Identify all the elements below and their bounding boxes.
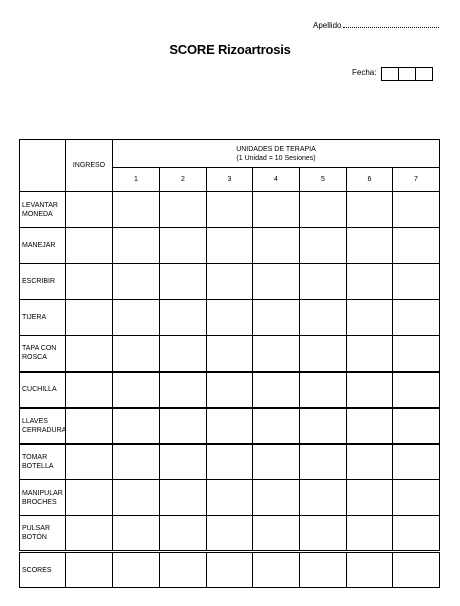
score-cell[interactable]	[113, 408, 160, 444]
score-cell[interactable]	[347, 444, 393, 480]
score-cell[interactable]	[160, 300, 207, 336]
score-cell[interactable]	[300, 228, 347, 264]
apellido-dotted-line[interactable]	[343, 20, 439, 28]
score-cell[interactable]	[393, 300, 440, 336]
score-cell[interactable]	[300, 408, 347, 444]
table-row	[20, 300, 440, 336]
header-row	[20, 140, 440, 168]
score-cell[interactable]	[160, 264, 207, 300]
score-cell[interactable]	[347, 228, 393, 264]
row-label	[20, 516, 66, 552]
row-label-line: LEVANTAR	[22, 201, 58, 209]
table-row	[20, 192, 440, 228]
score-cell[interactable]	[113, 300, 160, 336]
fecha-box[interactable]	[381, 67, 399, 81]
score-cell[interactable]	[113, 552, 160, 588]
ingreso-cell[interactable]	[66, 444, 113, 480]
score-cell[interactable]	[253, 300, 300, 336]
score-cell[interactable]	[160, 372, 207, 408]
score-cell[interactable]	[207, 408, 253, 444]
row-label-line: TOMAR	[22, 453, 48, 461]
score-cell[interactable]	[160, 228, 207, 264]
table-row	[20, 228, 440, 264]
ingreso-cell[interactable]	[66, 228, 113, 264]
unidades-header	[113, 140, 440, 168]
score-cell[interactable]	[160, 480, 207, 516]
row-label-line: BOTÓN	[22, 534, 47, 541]
row-label-line: PULSAR	[22, 525, 51, 532]
score-cell[interactable]	[113, 444, 160, 480]
score-cell[interactable]	[253, 372, 300, 408]
column-number: 5	[300, 168, 347, 192]
score-cell[interactable]	[207, 228, 253, 264]
row-label-line: LLAVES	[22, 417, 48, 425]
fecha-label: Fecha:	[352, 68, 377, 77]
score-cell[interactable]	[253, 408, 300, 444]
row-label	[20, 408, 66, 444]
score-cell[interactable]	[300, 444, 347, 480]
score-cell[interactable]	[347, 516, 393, 552]
score-cell[interactable]	[300, 264, 347, 300]
row-label-line: MONEDA	[22, 210, 53, 218]
score-cell[interactable]	[253, 228, 300, 264]
row-label-line: ROSCA	[22, 354, 47, 362]
score-cell[interactable]	[207, 552, 253, 588]
score-cell[interactable]	[253, 552, 300, 588]
table-row	[20, 264, 440, 300]
score-cell[interactable]	[113, 264, 160, 300]
row-label	[20, 300, 66, 336]
unidades-title: UNIDADES DE TERAPIA	[236, 145, 316, 153]
fecha-box[interactable]	[415, 67, 433, 81]
score-cell[interactable]	[253, 336, 300, 372]
column-number: 1	[113, 168, 160, 192]
score-cell[interactable]	[300, 192, 347, 228]
row-label-line: MANIPULAR	[22, 489, 63, 497]
score-cell[interactable]	[393, 192, 440, 228]
row-label-line: BROCHES	[22, 498, 57, 506]
score-cell[interactable]	[347, 552, 393, 588]
ingreso-cell[interactable]	[66, 300, 113, 336]
page-title: SCORE Rizoartrosis	[169, 42, 291, 57]
column-number: 2	[160, 168, 207, 192]
unidades-subtitle: (1 Unidad = 10 Sesiones)	[236, 154, 316, 162]
score-cell[interactable]	[253, 516, 300, 552]
row-label	[20, 372, 66, 408]
row-label-line: BOTELLA	[22, 462, 54, 470]
score-cell[interactable]	[207, 300, 253, 336]
score-cell[interactable]	[160, 336, 207, 372]
score-cell[interactable]	[300, 372, 347, 408]
score-cell[interactable]	[207, 480, 253, 516]
score-cell[interactable]	[207, 336, 253, 372]
score-cell[interactable]	[347, 192, 393, 228]
score-cell[interactable]	[347, 264, 393, 300]
row-label-line: MANEJAR	[22, 242, 56, 249]
score-cell[interactable]	[160, 408, 207, 444]
row-label-line: CUCHILLA	[22, 386, 57, 393]
ingreso-header: INGRESO	[66, 140, 113, 192]
score-cell[interactable]	[207, 192, 253, 228]
score-cell[interactable]	[160, 552, 207, 588]
row-label	[20, 192, 66, 228]
row-label	[20, 264, 66, 300]
row-label	[20, 336, 66, 372]
score-cell[interactable]	[253, 264, 300, 300]
score-cell[interactable]	[300, 336, 347, 372]
score-cell[interactable]	[113, 228, 160, 264]
ingreso-cell[interactable]	[66, 480, 113, 516]
fecha-boxes	[382, 67, 433, 81]
score-cell[interactable]	[160, 516, 207, 552]
score-cell[interactable]	[393, 552, 440, 588]
score-cell[interactable]	[300, 480, 347, 516]
score-cell[interactable]	[347, 300, 393, 336]
column-number: 7	[393, 168, 440, 192]
table-row	[20, 444, 440, 480]
score-cell[interactable]	[207, 516, 253, 552]
score-cell[interactable]	[300, 552, 347, 588]
score-cell[interactable]	[347, 408, 393, 444]
apellido-field[interactable]	[313, 20, 439, 30]
fecha-box[interactable]	[398, 67, 416, 81]
score-cell[interactable]	[253, 192, 300, 228]
row-label	[20, 444, 66, 480]
score-cell[interactable]	[393, 372, 440, 408]
table-row	[20, 372, 440, 408]
score-cell[interactable]	[113, 480, 160, 516]
score-cell[interactable]	[253, 480, 300, 516]
score-cell[interactable]	[347, 336, 393, 372]
score-cell[interactable]	[393, 444, 440, 480]
corner-cell	[20, 140, 66, 192]
score-cell[interactable]	[393, 516, 440, 552]
ingreso-cell[interactable]	[66, 408, 113, 444]
table-row	[20, 408, 440, 444]
score-cell[interactable]	[300, 516, 347, 552]
score-cell[interactable]	[113, 192, 160, 228]
score-cell[interactable]	[160, 444, 207, 480]
row-label-line: TIJERA	[22, 314, 47, 321]
score-cell[interactable]	[393, 336, 440, 372]
ingreso-cell[interactable]	[66, 516, 113, 552]
score-cell[interactable]	[347, 480, 393, 516]
column-number: 4	[253, 168, 300, 192]
score-cell[interactable]	[207, 444, 253, 480]
column-number: 3	[207, 168, 253, 192]
score-cell[interactable]	[113, 372, 160, 408]
ingreso-cell[interactable]	[66, 192, 113, 228]
table-row	[20, 336, 440, 372]
ingreso-cell[interactable]	[66, 336, 113, 372]
ingreso-cell[interactable]	[66, 372, 113, 408]
score-cell[interactable]	[207, 372, 253, 408]
ingreso-cell[interactable]	[66, 552, 113, 588]
table-row	[20, 552, 440, 588]
apellido-label: Apellido	[313, 21, 342, 30]
row-label	[20, 228, 66, 264]
row-label	[20, 480, 66, 516]
score-cell[interactable]	[393, 408, 440, 444]
score-cell[interactable]	[393, 264, 440, 300]
table-row	[20, 480, 440, 516]
score-cell[interactable]	[347, 372, 393, 408]
row-label	[20, 552, 66, 588]
row-label-line: CERRADURA	[22, 426, 67, 434]
row-label-line: SCORES	[22, 566, 52, 574]
score-cell[interactable]	[113, 336, 160, 372]
score-table	[19, 139, 440, 588]
row-label-line: TAPA CON	[22, 345, 57, 353]
score-cell[interactable]	[393, 228, 440, 264]
score-cell[interactable]	[300, 300, 347, 336]
table-row	[20, 516, 440, 552]
score-cell[interactable]	[253, 444, 300, 480]
score-cell[interactable]	[113, 516, 160, 552]
score-cell[interactable]	[393, 480, 440, 516]
score-cell[interactable]	[160, 192, 207, 228]
ingreso-cell[interactable]	[66, 264, 113, 300]
column-number: 6	[347, 168, 393, 192]
score-cell[interactable]	[207, 264, 253, 300]
row-label-line: ESCRIBIR	[22, 278, 56, 285]
